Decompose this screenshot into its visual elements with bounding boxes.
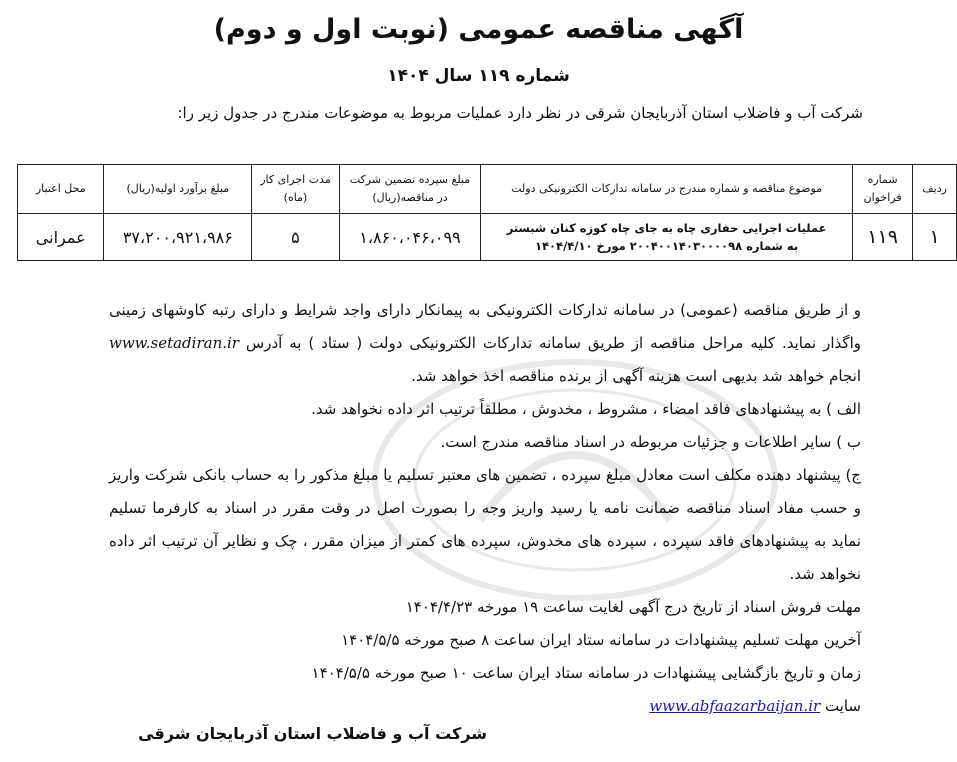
- col-header-row: ردیف: [913, 165, 957, 214]
- subject-line-2: به شماره ۲۰۰۴۰۰۱۴۰۳۰۰۰۰۹۸ مورخ ۱۴۰۴/۴/۱۰: [535, 239, 799, 253]
- paragraph-main: [109, 294, 861, 393]
- website-link[interactable]: www.abfaazarbaijan.ir: [649, 697, 821, 715]
- col-header-credit: محل اعتبار: [18, 165, 104, 214]
- subject-line-1: عملیات اجرایی حفاری چاه به جای چاه کوزه کنان شبستر: [506, 221, 827, 235]
- col-header-estimate: مبلغ برآورد اولیه(ریال): [104, 165, 252, 214]
- page-title: آگهی مناقصه عمومی (نوبت اول و دوم): [213, 14, 744, 45]
- deadline-submission: آخرین مهلت تسلیم پیشنهادات در سامانه ستاد ایران ساعت ۸ صبح مورخه ۱۴۰۴/۵/۵: [341, 631, 861, 649]
- condition-a: الف ) به پیشنهادهای فاقد امضاء ، مشروط ، مخدوش ، مطلقاً ترتیب اثر داده نخواهد شد.: [311, 400, 861, 418]
- col-header-deposit: مبلغ سپرده تضمین شرکت در مناقصه(ریال): [339, 165, 481, 214]
- condition-b: ب ) سایر اطلاعات و جزئیات مربوطه در اسناد مناقصه مندرج است.: [440, 433, 861, 451]
- paragraph-main-part-2: انجام خواهد شد بدیهی است هزینه آگهی از برنده مناقصه اخذ خواهد شد.: [411, 367, 861, 385]
- setad-url: www.setadiran.ir: [109, 334, 239, 352]
- website-label: سایت: [824, 697, 861, 715]
- deadline-documents: مهلت فروش اسناد از تاریخ درج آگهی لغایت ساعت ۱۹ مورخه ۱۴۰۴/۴/۲۳: [405, 598, 861, 616]
- cell-duration: ۵: [252, 214, 339, 261]
- cell-deposit: ۱،۸۶۰،۰۴۶،۰۹۹: [339, 214, 481, 261]
- cell-subject: [481, 214, 853, 261]
- col-header-call-number: شماره فراخوان: [852, 165, 912, 214]
- table-header-row: [18, 165, 957, 214]
- notice-number: شماره ۱۱۹ سال ۱۴۰۴: [387, 66, 570, 86]
- table-row: [18, 214, 957, 261]
- paragraph-main-part-1: و از طریق مناقصه (عمومی) در سامانه تدارکات الکترونیکی به پیمانکار دارای واجد شرایط و دارای رتبه کاوشهای زمینی واگذار نماید. کلیه مراحل مناقصه از طریق سامانه تدارکات الکترونیکی دولت ( ستاد ) به آدرس: [109, 301, 861, 352]
- tender-table: [17, 164, 957, 261]
- cell-credit: عمرانی: [18, 214, 104, 261]
- company-signature: شرکت آب و فاضلاب استان آذربایجان شرقی: [138, 724, 487, 743]
- notice-body: [109, 294, 861, 723]
- cell-call-number: ۱۱۹: [852, 214, 912, 261]
- website-line: [109, 690, 861, 723]
- col-header-duration: مدت اجرای کار (ماه): [252, 165, 339, 214]
- condition-c: ج) پیشنهاد دهنده مکلف است معادل مبلغ سپرده ، تضمین های معتبر تسلیم یا مبلغ مذکور را به حساب بانکی شرکت واریز و حسب مفاد اسناد مناقصه ضمانت نامه یا رسید واریز وجه را بصورت اصل در وقت مقرر در اسناد به کارفرما تسلیم نماید به پیشنهادهای فاقد سپرده ، سپرده های مخدوش، سپرده های کمتر از میزان مقرر ، چک و نظایر آن ترتیب اثر داده نخواهد شد.: [109, 466, 861, 583]
- col-header-subject: موضوع مناقصه و شماره مندرج در سامانه تدارکات الکترونیکی دولت: [481, 165, 853, 214]
- cell-estimate: ۳۷،۲۰۰،۹۲۱،۹۸۶: [104, 214, 252, 261]
- cell-row: ۱: [913, 214, 957, 261]
- opening-date: زمان و تاریخ بازگشایی پیشنهادات در سامانه ستاد ایران ساعت ۱۰ صبح مورخه ۱۴۰۴/۵/۵: [311, 664, 861, 682]
- intro-text: شرکت آب و فاضلاب استان آذربایجان شرقی در نظر دارد عملیات مربوط به موضوعات مندرج در جدول زیر را:: [177, 104, 863, 122]
